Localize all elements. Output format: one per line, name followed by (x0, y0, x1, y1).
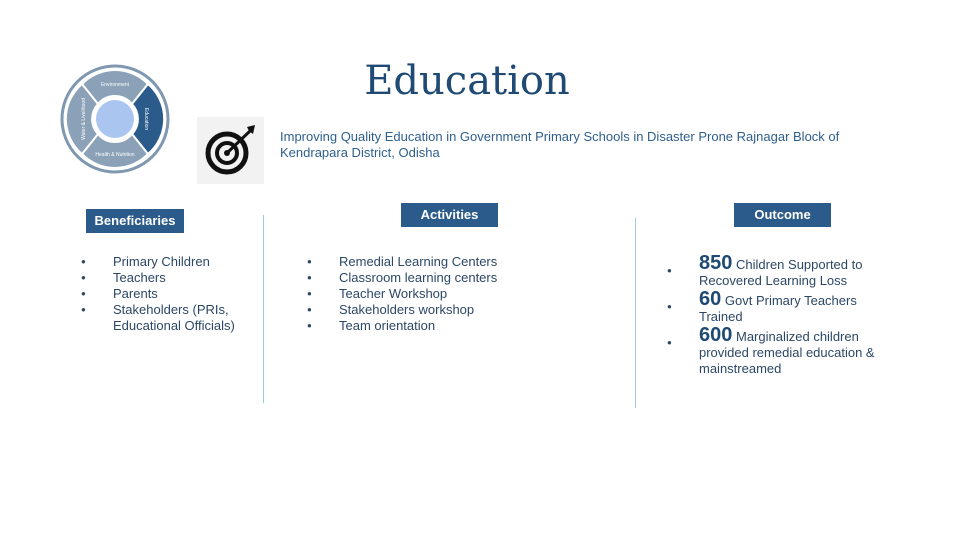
divider (635, 218, 636, 408)
segment-label: Environment (100, 82, 130, 88)
outcome-text: Govt Primary Teachers Trained (699, 293, 857, 324)
target-icon (197, 117, 264, 184)
outcome-item (667, 288, 887, 325)
beneficiaries-header: Beneficiaries (86, 209, 184, 233)
list-item: ● Stakeholders workshop (307, 302, 547, 318)
outcome-text: Children Supported to Recovered Learning Loss (699, 257, 863, 288)
outcome-number: 850 (699, 252, 733, 274)
list-item: ● Primary Children (81, 254, 241, 270)
activities-list (307, 254, 547, 334)
list-item: ● Parents (81, 286, 241, 302)
segment-label: Water & Livelihood (81, 98, 87, 140)
page-title: Education (364, 58, 570, 104)
divider (263, 215, 264, 403)
list-item: ● Remedial Learning Centers (307, 254, 547, 270)
outcome-text: Marginalized children provided remedial education & mainstreamed (699, 329, 875, 376)
outcome-number: 600 (699, 324, 733, 346)
outcome-header: Outcome (734, 203, 831, 227)
segment-label: Health & Nutrition (95, 152, 135, 158)
activities-header: Activities (401, 203, 498, 227)
list-item: ● Stakeholders (PRIs, Educational Officials) (81, 302, 241, 334)
list-item: ● Classroom learning centers (307, 270, 547, 286)
outcome-item (667, 252, 887, 289)
outcome-list (667, 252, 887, 379)
list-item: ● Teachers (81, 270, 241, 286)
outcome-item (667, 324, 887, 377)
list-item: ● Teacher Workshop (307, 286, 547, 302)
list-item: ● Team orientation (307, 318, 547, 334)
project-subtitle: Improving Quality Education in Government Primary Schools in Disaster Prone Rajnagar Block of Kendrapara District, Odisha (280, 129, 840, 160)
beneficiaries-list (81, 254, 241, 334)
outcome-number: 60 (699, 288, 722, 310)
segment-label: Education (143, 107, 149, 131)
